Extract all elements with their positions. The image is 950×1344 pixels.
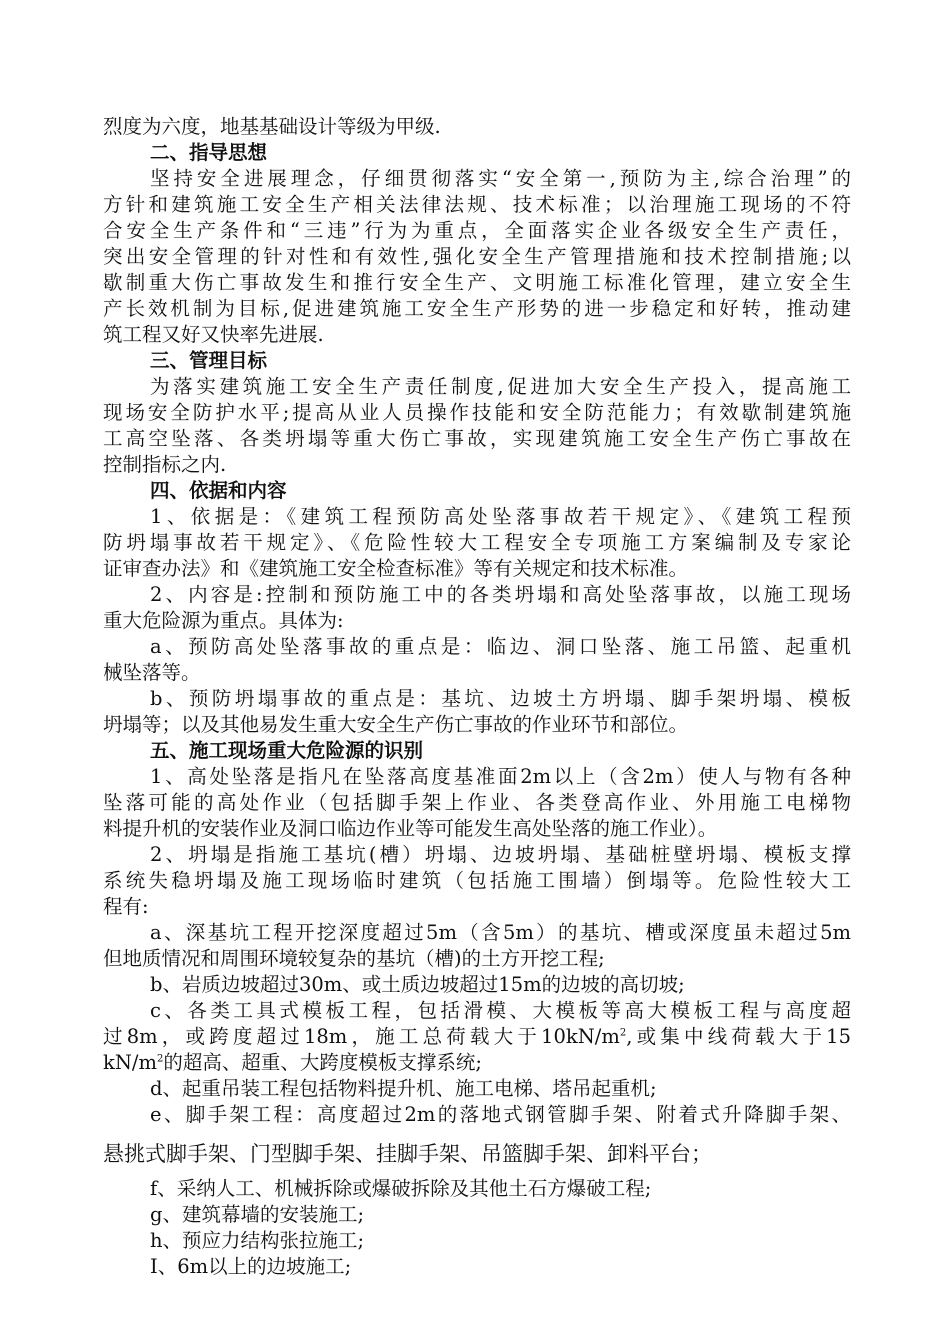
text-line: 产长效机制为目标,促进建筑施工安全生产形势的进一步稳定和好转，推动建 <box>103 297 851 320</box>
text-line: e、脚手架工程：高度超过2m的落地式钢管脚手架、附着式升降脚手架、 <box>150 1103 851 1126</box>
text-line: f、采纳人工、机械拆除或爆破拆除及其他土石方爆破工程; <box>150 1177 652 1200</box>
text-line: b、预防坍塌事故的重点是：基坑、边坡土方坍塌、脚手架坍塌、模板 <box>150 687 851 710</box>
section-heading: 五、施工现场重大危险源的识别 <box>150 739 424 762</box>
text-line: 控制指标之内. <box>103 453 227 476</box>
text-line: 工高空坠落、各类坍塌等重大伤亡事故，实现建筑施工安全生产伤亡事故在 <box>103 427 851 450</box>
text-line: 械坠落等。 <box>103 661 201 684</box>
text-line: b、岩质边坡超过30m、或土质边坡超过15m的边坡的高切坡; <box>150 973 685 996</box>
text-line: 2、坍塌是指施工基坑(槽）坍塌、边坡坍塌、基础桩壁坍塌、模板支撑 <box>150 843 851 866</box>
text-line: 坍塌等；以及其他易发生重大安全生产伤亡事故的作业环节和部位。 <box>103 713 689 736</box>
text-line: 防坍塌事故若干规定》、《危险性较大工程安全专项施工方案编制及专家论 <box>103 531 851 554</box>
text-line: I、6m以上的边坡施工; <box>150 1255 352 1278</box>
superscript: 2 <box>156 1053 164 1065</box>
text-line: 方针和建筑施工安全生产相关法律法规、技术标准；以治理施工现场的不符 <box>103 193 851 216</box>
text-line: 筑工程又好又快率先进展. <box>103 323 324 346</box>
superscript: 2 <box>619 1027 627 1039</box>
text-line: 突出安全管理的针对性和有效性,强化安全生产管理措施和技术控制措施;以 <box>103 245 851 268</box>
text-line: 料提升机的安装作业及洞口临边作业等可能发生高处坠落的施工作业）。 <box>103 817 718 840</box>
text-segment: kN/m <box>103 1051 157 1074</box>
text-line: c、各类工具式模板工程，包括滑模、大模板等高大模板工程与高度超 <box>150 999 851 1022</box>
text-line: g、建筑幕墙的安装施工; <box>150 1203 365 1226</box>
text-segment: 过8m，或跨度超过18m，施工总荷载大于10kN/m <box>103 1025 620 1048</box>
text-line: 系统失稳坍塌及施工现场临时建筑（包括施工围墙）倒塌等。危险性较大工 <box>103 869 851 892</box>
section-heading: 四、依据和内容 <box>150 479 287 502</box>
text-line: 歇制重大伤亡事故发生和推行安全生产、文明施工标准化管理，建立安全生 <box>103 271 851 294</box>
text-line: 重大危险源为重点。具体为: <box>103 609 344 632</box>
text-line: a、深基坑工程开挖深度超过5m（含5m）的基坑、槽或深度虽未超过5m <box>150 921 851 944</box>
text-line: 坠落可能的高处作业（包括脚手架上作业、各类登高作业、外用施工电梯物 <box>103 791 851 814</box>
text-line: 但地质情况和周围环境较复杂的基坑（槽)的土方开挖工程; <box>103 947 605 970</box>
text-line: 为落实建筑施工安全生产责任制度,促进加大安全生产投入，提高施工 <box>150 375 851 398</box>
text-segment: 的超高、超重、大跨度模板支撑系统; <box>163 1051 482 1074</box>
text-line: 程有: <box>103 895 149 918</box>
text-line: 现场安全防护水平;提高从业人员操作技能和安全防范能力；有效歇制建筑施 <box>103 401 851 424</box>
text-line: 1、依据是：《建筑工程预防高处坠落事故若干规定》、《建筑工程预 <box>150 505 851 528</box>
text-segment: ,或集中线荷载大于15 <box>626 1025 851 1048</box>
text-line: 坚持安全进展理念，仔细贯彻落实“安全第一,预防为主,综合治理”的 <box>150 167 851 190</box>
text-line: 烈度为六度，地基基础设计等级为甲级. <box>103 115 441 138</box>
text-line: 悬挑式脚手架、门型脚手架、挂脚手架、吊篮脚手架、卸料平台； <box>103 1142 712 1166</box>
text-line: d、起重吊装工程包括物料提升机、施工电梯、塔吊起重机; <box>150 1077 657 1100</box>
text-line: h、预应力结构张拉施工; <box>150 1229 365 1252</box>
text-line: 证审查办法》和《建筑施工安全检查标准》等有关规定和技术标准。 <box>103 557 689 580</box>
text-line: 1、高处坠落是指凡在坠落高度基准面2m以上（含2m）使人与物有各种 <box>150 765 851 788</box>
text-line: 合安全生产条件和“三违”行为为重点，全面落实企业各级安全生产责任， <box>103 219 851 242</box>
text-line: a、预防高处坠落事故的重点是：临边、洞口坠落、施工吊篮、起重机 <box>150 635 851 658</box>
section-heading: 二、指导思想 <box>150 141 268 164</box>
text-line-with-superscript <box>103 1050 851 1076</box>
text-line-with-superscript <box>103 1024 851 1050</box>
text-line: 2、内容是:控制和预防施工中的各类坍塌和高处坠落事故，以施工现场 <box>150 583 851 606</box>
section-heading: 三、管理目标 <box>150 349 268 372</box>
